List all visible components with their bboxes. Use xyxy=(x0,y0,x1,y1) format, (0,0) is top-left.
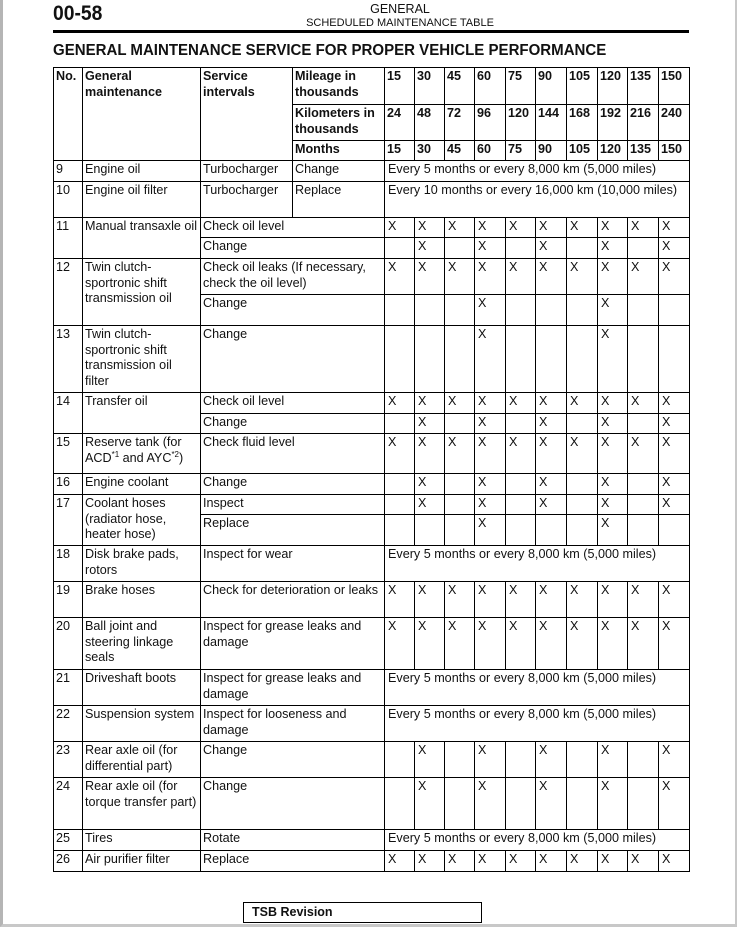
maintenance-item: Ball joint and steering linkage seals xyxy=(83,618,201,670)
service-action: Change xyxy=(293,161,385,182)
row-number: 26 xyxy=(54,851,83,872)
service-action: Change xyxy=(201,474,385,495)
km-cell: 240 xyxy=(659,105,690,141)
interval-mark: X xyxy=(659,238,690,259)
interval-mark xyxy=(567,742,598,778)
months-cell: 150 xyxy=(659,141,690,161)
interval-mark xyxy=(445,515,475,546)
interval-mark xyxy=(659,295,690,326)
maintenance-item: Engine oil filter xyxy=(83,182,201,218)
interval-mark: X xyxy=(598,778,628,830)
maintenance-item: Twin clutch-sportronic shift transmission oil xyxy=(83,259,201,326)
service-action: Rotate xyxy=(201,830,385,851)
table-row xyxy=(54,259,690,295)
interval-mark xyxy=(385,414,415,434)
maintenance-item: Tires xyxy=(83,830,201,851)
interval-mark: X xyxy=(628,434,659,474)
interval-mark xyxy=(445,742,475,778)
row-number: 13 xyxy=(54,326,83,393)
mileage-cell: 105 xyxy=(567,68,598,105)
interval-mark: X xyxy=(475,295,506,326)
interval-mark xyxy=(628,474,659,495)
interval-mark xyxy=(445,778,475,830)
service-interval: Turbocharger xyxy=(201,161,293,182)
months-cell: 75 xyxy=(506,141,536,161)
interval-mark: X xyxy=(445,393,475,414)
interval-mark: X xyxy=(536,495,567,515)
service-action: Change xyxy=(201,295,385,326)
km-cell: 24 xyxy=(385,105,415,141)
interval-span-text: Every 5 months or every 8,000 km (5,000 miles) xyxy=(385,830,690,851)
interval-mark xyxy=(628,238,659,259)
table-row xyxy=(54,742,690,778)
row-header-kilometers: Kilometers in thousands xyxy=(293,105,385,141)
interval-mark: X xyxy=(506,259,536,295)
row-number: 10 xyxy=(54,182,83,218)
interval-mark xyxy=(506,778,536,830)
table-row xyxy=(54,182,690,218)
interval-mark: X xyxy=(385,393,415,414)
interval-mark: X xyxy=(659,778,690,830)
interval-mark: X xyxy=(445,259,475,295)
service-action: Change xyxy=(201,742,385,778)
interval-mark: X xyxy=(445,618,475,670)
km-cell: 72 xyxy=(445,105,475,141)
interval-mark xyxy=(415,326,445,393)
table-row xyxy=(54,618,690,670)
row-number: 14 xyxy=(54,393,83,434)
maintenance-item xyxy=(83,434,201,474)
table-row xyxy=(54,161,690,182)
row-number: 16 xyxy=(54,474,83,495)
table-row xyxy=(54,218,690,238)
interval-mark: X xyxy=(628,582,659,618)
interval-mark xyxy=(659,515,690,546)
interval-mark: X xyxy=(598,742,628,778)
interval-mark: X xyxy=(536,778,567,830)
interval-mark: X xyxy=(598,393,628,414)
interval-mark: X xyxy=(415,414,445,434)
maintenance-item: Engine coolant xyxy=(83,474,201,495)
mileage-cell: 135 xyxy=(628,68,659,105)
table-row xyxy=(54,670,690,706)
interval-mark: X xyxy=(415,778,445,830)
maintenance-item: Twin clutch-sportronic shift transmission oil filter xyxy=(83,326,201,393)
interval-mark xyxy=(628,495,659,515)
interval-mark: X xyxy=(475,474,506,495)
interval-mark xyxy=(385,495,415,515)
interval-mark: X xyxy=(415,495,445,515)
service-action: Replace xyxy=(201,851,385,872)
interval-mark: X xyxy=(415,259,445,295)
maintenance-item: Brake hoses xyxy=(83,582,201,618)
col-header-service: Service intervals xyxy=(201,68,293,161)
mileage-cell: 150 xyxy=(659,68,690,105)
interval-mark xyxy=(385,326,415,393)
interval-mark: X xyxy=(475,434,506,474)
interval-mark: X xyxy=(628,218,659,238)
table-row xyxy=(54,474,690,495)
item-text: ) xyxy=(179,450,184,465)
service-action: Inspect for grease leaks and damage xyxy=(201,618,385,670)
interval-mark: X xyxy=(567,582,598,618)
service-action: Replace xyxy=(201,515,385,546)
interval-mark: X xyxy=(506,434,536,474)
interval-mark xyxy=(506,295,536,326)
section-subtitle: SCHEDULED MAINTENANCE TABLE xyxy=(306,17,494,29)
interval-mark: X xyxy=(659,742,690,778)
interval-mark: X xyxy=(475,393,506,414)
interval-mark: X xyxy=(598,474,628,495)
row-number: 18 xyxy=(54,546,83,582)
interval-mark: X xyxy=(475,218,506,238)
service-action: Check for deterioration or leaks xyxy=(201,582,385,618)
months-cell: 90 xyxy=(536,141,567,161)
interval-mark xyxy=(445,495,475,515)
interval-mark xyxy=(628,414,659,434)
months-cell: 30 xyxy=(415,141,445,161)
interval-mark: X xyxy=(598,259,628,295)
table-row xyxy=(54,706,690,742)
interval-mark: X xyxy=(385,582,415,618)
tsb-revision-box: TSB Revision xyxy=(243,902,482,923)
interval-mark: X xyxy=(445,582,475,618)
service-action: Change xyxy=(201,778,385,830)
footnote-ref: *1 xyxy=(111,449,120,459)
maintenance-item: Air purifier filter xyxy=(83,851,201,872)
interval-mark: X xyxy=(475,851,506,872)
service-action: Inspect for grease leaks and damage xyxy=(201,670,385,706)
table-row xyxy=(54,851,690,872)
interval-mark: X xyxy=(415,582,445,618)
maintenance-item: Manual transaxle oil xyxy=(83,218,201,259)
interval-mark: X xyxy=(659,393,690,414)
row-header-mileage: Mileage in thousands xyxy=(293,68,385,105)
interval-mark: X xyxy=(659,259,690,295)
interval-mark xyxy=(415,515,445,546)
interval-mark: X xyxy=(567,259,598,295)
interval-mark: X xyxy=(415,393,445,414)
interval-mark: X xyxy=(445,851,475,872)
service-action: Inspect for looseness and damage xyxy=(201,706,385,742)
header-row-mileage xyxy=(54,68,690,105)
interval-mark: X xyxy=(598,495,628,515)
interval-mark: X xyxy=(659,582,690,618)
interval-mark: X xyxy=(475,582,506,618)
service-action: Check fluid level xyxy=(201,434,385,474)
interval-mark xyxy=(536,515,567,546)
interval-mark: X xyxy=(415,742,445,778)
interval-mark: X xyxy=(506,218,536,238)
interval-mark xyxy=(628,742,659,778)
interval-mark xyxy=(659,326,690,393)
mileage-cell: 45 xyxy=(445,68,475,105)
interval-mark: X xyxy=(475,326,506,393)
km-cell: 216 xyxy=(628,105,659,141)
interval-mark xyxy=(567,474,598,495)
table-row xyxy=(54,434,690,474)
interval-mark: X xyxy=(415,218,445,238)
interval-mark: X xyxy=(598,582,628,618)
interval-mark: X xyxy=(659,851,690,872)
interval-mark: X xyxy=(628,618,659,670)
interval-mark xyxy=(536,326,567,393)
footnote-ref: *2 xyxy=(171,449,179,459)
mileage-cell: 30 xyxy=(415,68,445,105)
header-rule xyxy=(53,30,689,33)
interval-mark: X xyxy=(536,474,567,495)
table-row xyxy=(54,582,690,618)
interval-mark: X xyxy=(659,618,690,670)
col-header-general: General maintenance xyxy=(83,68,201,161)
interval-mark: X xyxy=(536,582,567,618)
interval-mark xyxy=(506,742,536,778)
interval-mark: X xyxy=(567,218,598,238)
interval-mark xyxy=(628,326,659,393)
interval-mark xyxy=(445,295,475,326)
maintenance-item: Driveshaft boots xyxy=(83,670,201,706)
interval-mark: X xyxy=(536,218,567,238)
service-action: Replace xyxy=(293,182,385,218)
mileage-cell: 90 xyxy=(536,68,567,105)
interval-mark xyxy=(385,295,415,326)
row-number: 25 xyxy=(54,830,83,851)
col-header-no: No. xyxy=(54,68,83,161)
item-text: and AYC xyxy=(119,450,172,465)
km-cell: 144 xyxy=(536,105,567,141)
km-cell: 48 xyxy=(415,105,445,141)
mileage-cell: 15 xyxy=(385,68,415,105)
section-title: GENERAL xyxy=(370,2,430,16)
interval-mark xyxy=(385,238,415,259)
interval-mark: X xyxy=(536,742,567,778)
interval-mark: X xyxy=(659,218,690,238)
maintenance-item: Rear axle oil (for differential part) xyxy=(83,742,201,778)
row-number: 12 xyxy=(54,259,83,326)
interval-span-text: Every 10 months or every 16,000 km (10,000 miles) xyxy=(385,182,690,218)
interval-mark xyxy=(567,414,598,434)
interval-mark xyxy=(628,515,659,546)
interval-mark: X xyxy=(445,434,475,474)
interval-mark xyxy=(506,495,536,515)
page-number: 00-58 xyxy=(53,2,103,25)
interval-mark: X xyxy=(598,851,628,872)
table-row xyxy=(54,546,690,582)
table-row xyxy=(54,495,690,515)
interval-mark: X xyxy=(598,434,628,474)
interval-mark: X xyxy=(385,618,415,670)
interval-mark: X xyxy=(536,393,567,414)
table-row xyxy=(54,778,690,830)
service-action: Check oil level xyxy=(201,393,385,414)
maintenance-item: Disk brake pads, rotors xyxy=(83,546,201,582)
interval-mark xyxy=(415,295,445,326)
interval-mark: X xyxy=(506,851,536,872)
interval-mark: X xyxy=(475,742,506,778)
months-cell: 15 xyxy=(385,141,415,161)
interval-mark: X xyxy=(567,851,598,872)
interval-mark: X xyxy=(475,238,506,259)
interval-mark xyxy=(385,742,415,778)
row-number: 23 xyxy=(54,742,83,778)
row-number: 21 xyxy=(54,670,83,706)
maintenance-item: Suspension system xyxy=(83,706,201,742)
months-cell: 105 xyxy=(567,141,598,161)
interval-mark: X xyxy=(506,393,536,414)
interval-mark: X xyxy=(567,618,598,670)
interval-mark: X xyxy=(415,474,445,495)
interval-mark xyxy=(445,414,475,434)
interval-mark: X xyxy=(506,582,536,618)
km-cell: 168 xyxy=(567,105,598,141)
service-action: Change xyxy=(201,238,385,259)
maintenance-table xyxy=(53,67,690,872)
interval-mark: X xyxy=(598,414,628,434)
interval-mark: X xyxy=(475,618,506,670)
interval-mark xyxy=(506,238,536,259)
interval-mark: X xyxy=(536,618,567,670)
service-action: Inspect xyxy=(201,495,385,515)
row-number: 19 xyxy=(54,582,83,618)
interval-mark: X xyxy=(415,618,445,670)
interval-mark xyxy=(385,474,415,495)
interval-mark: X xyxy=(385,851,415,872)
interval-mark: X xyxy=(659,414,690,434)
months-cell: 60 xyxy=(475,141,506,161)
interval-span-text: Every 5 months or every 8,000 km (5,000 miles) xyxy=(385,546,690,582)
interval-mark xyxy=(506,515,536,546)
row-number: 17 xyxy=(54,495,83,546)
service-action: Check oil leaks (If necessary, check the oil level) xyxy=(201,259,385,295)
interval-mark: X xyxy=(536,851,567,872)
interval-mark: X xyxy=(385,434,415,474)
km-cell: 96 xyxy=(475,105,506,141)
interval-mark: X xyxy=(628,393,659,414)
maintenance-item: Transfer oil xyxy=(83,393,201,434)
km-cell: 192 xyxy=(598,105,628,141)
interval-mark: X xyxy=(445,218,475,238)
interval-mark: X xyxy=(598,326,628,393)
service-interval: Turbocharger xyxy=(201,182,293,218)
interval-mark xyxy=(506,414,536,434)
service-action: Check oil level xyxy=(201,218,385,238)
interval-mark: X xyxy=(536,238,567,259)
table-row xyxy=(54,393,690,414)
item-text: Reserve tank (for ACD xyxy=(85,435,182,465)
interval-mark: X xyxy=(659,434,690,474)
interval-mark xyxy=(567,326,598,393)
interval-mark xyxy=(628,778,659,830)
row-number: 15 xyxy=(54,434,83,474)
interval-span-text: Every 5 months or every 8,000 km (5,000 miles) xyxy=(385,670,690,706)
interval-mark: X xyxy=(475,259,506,295)
interval-mark: X xyxy=(659,495,690,515)
interval-mark: X xyxy=(415,851,445,872)
interval-mark xyxy=(567,778,598,830)
interval-mark: X xyxy=(567,393,598,414)
row-number: 22 xyxy=(54,706,83,742)
row-number: 24 xyxy=(54,778,83,830)
interval-mark: X xyxy=(415,434,445,474)
interval-mark: X xyxy=(385,259,415,295)
interval-mark: X xyxy=(536,434,567,474)
interval-mark xyxy=(567,295,598,326)
months-cell: 120 xyxy=(598,141,628,161)
interval-mark xyxy=(567,495,598,515)
interval-mark xyxy=(385,515,415,546)
interval-mark xyxy=(506,474,536,495)
interval-mark: X xyxy=(475,495,506,515)
interval-mark: X xyxy=(567,434,598,474)
interval-mark: X xyxy=(536,414,567,434)
interval-mark xyxy=(567,515,598,546)
months-cell: 45 xyxy=(445,141,475,161)
mileage-cell: 75 xyxy=(506,68,536,105)
interval-span-text: Every 5 months or every 8,000 km (5,000 miles) xyxy=(385,706,690,742)
service-action: Change xyxy=(201,414,385,434)
interval-mark xyxy=(628,295,659,326)
interval-mark: X xyxy=(385,218,415,238)
interval-mark: X xyxy=(598,238,628,259)
row-number: 11 xyxy=(54,218,83,259)
interval-mark: X xyxy=(475,515,506,546)
interval-mark xyxy=(567,238,598,259)
interval-mark: X xyxy=(598,618,628,670)
interval-mark: X xyxy=(598,515,628,546)
interval-mark xyxy=(445,326,475,393)
interval-mark: X xyxy=(475,778,506,830)
row-number: 20 xyxy=(54,618,83,670)
interval-span-text: Every 5 months or every 8,000 km (5,000 miles) xyxy=(385,161,690,182)
interval-mark: X xyxy=(628,259,659,295)
table-row xyxy=(54,326,690,393)
maintenance-item: Engine oil xyxy=(83,161,201,182)
table-row xyxy=(54,830,690,851)
row-number: 9 xyxy=(54,161,83,182)
interval-mark: X xyxy=(415,238,445,259)
interval-mark xyxy=(536,295,567,326)
interval-mark: X xyxy=(536,259,567,295)
page-title: GENERAL MAINTENANCE SERVICE FOR PROPER VEHICLE PERFORMANCE xyxy=(53,42,607,59)
row-header-months: Months xyxy=(293,141,385,161)
km-cell: 120 xyxy=(506,105,536,141)
interval-mark: X xyxy=(628,851,659,872)
interval-mark: X xyxy=(598,295,628,326)
interval-mark: X xyxy=(598,218,628,238)
interval-mark: X xyxy=(506,618,536,670)
maintenance-item: Coolant hoses (radiator hose, heater hose) xyxy=(83,495,201,546)
service-action: Change xyxy=(201,326,385,393)
months-cell: 135 xyxy=(628,141,659,161)
interval-mark xyxy=(445,238,475,259)
interval-mark xyxy=(385,778,415,830)
interval-mark xyxy=(445,474,475,495)
maintenance-item: Rear axle oil (for torque transfer part) xyxy=(83,778,201,830)
interval-mark: X xyxy=(659,474,690,495)
interval-mark xyxy=(506,326,536,393)
service-action: Inspect for wear xyxy=(201,546,385,582)
mileage-cell: 60 xyxy=(475,68,506,105)
interval-mark: X xyxy=(475,414,506,434)
mileage-cell: 120 xyxy=(598,68,628,105)
